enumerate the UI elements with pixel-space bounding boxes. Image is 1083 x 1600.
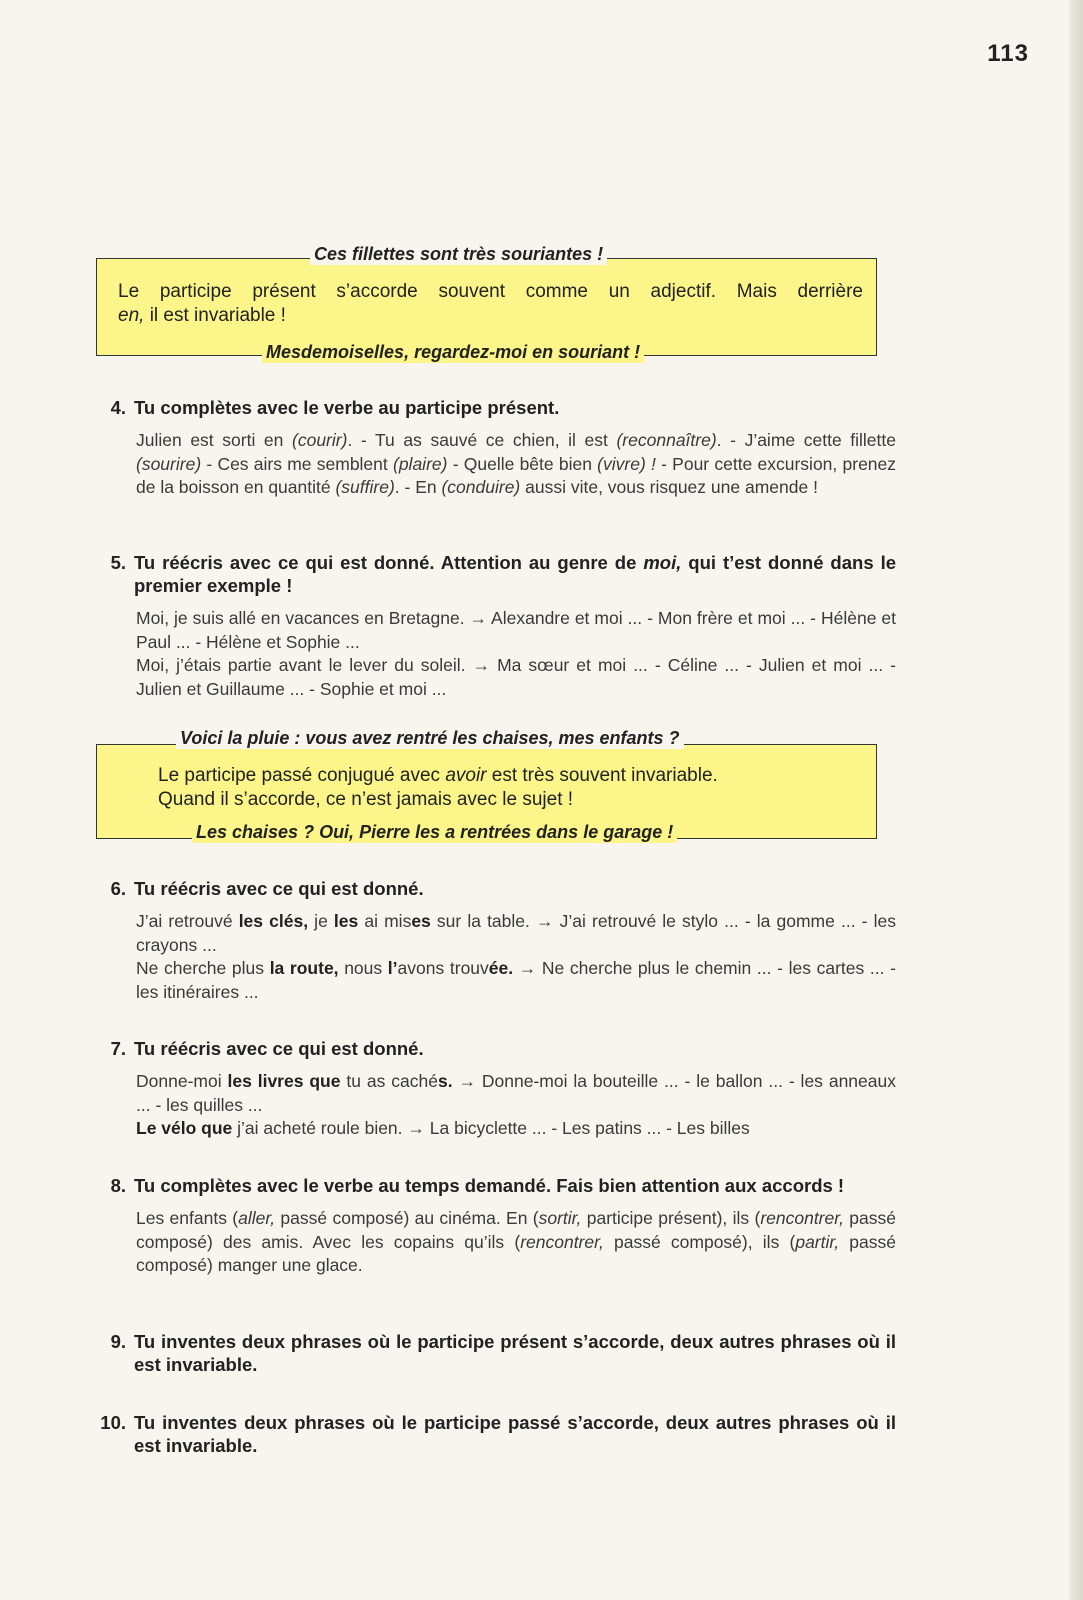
- ex4-verb: (courir): [292, 430, 348, 450]
- ex5-line-2: Moi, j’étais partie avant le lever du soleil. → Ma sœur et moi ... - Céline ... - Julien et moi ... - Julien et Guillaume ... - Sophie et moi ...: [136, 655, 896, 699]
- ex4-verb: (suffire): [335, 477, 395, 497]
- ex6-bold: les: [333, 911, 359, 931]
- ex7-bold: s.: [437, 1071, 453, 1091]
- ex7-bold: les livres que: [227, 1071, 341, 1091]
- exercise-9-header: [106, 1330, 896, 1376]
- ex6-bold: l’: [387, 958, 398, 978]
- exercise-9-number: 9.: [110, 1331, 126, 1352]
- ex4-text: . - En: [394, 477, 442, 497]
- exercise-6-body: [136, 910, 896, 1004]
- ex4-verb: (plaire): [393, 453, 448, 474]
- rule-box-2-line-1-a: Le participe passé conjugué avec: [158, 765, 446, 786]
- ex8-verb: aller,: [238, 1208, 276, 1228]
- exercise-4-body: [136, 429, 896, 500]
- exercise-7-header: [106, 1037, 896, 1060]
- ex8-verb: rencontrer,: [520, 1231, 604, 1252]
- ex6-text: J’ai retrouvé: [136, 911, 239, 931]
- ex6-text: Ne cherche plus: [136, 958, 270, 978]
- ex7-text: Donne-moi: [136, 1071, 228, 1091]
- ex8-text: passé composé), ils (: [603, 1231, 796, 1252]
- exercise-7-body: [136, 1070, 896, 1141]
- ex8-verb: sortir,: [538, 1208, 582, 1228]
- rule-box-2-line-1-b: est très souvent invariable.: [486, 765, 718, 786]
- ex6-bold: ée.: [488, 958, 514, 978]
- exercise-9-title: Tu inventes deux phrases où le participe présent s’accorde, deux autres phrases où il est invariable.: [134, 1331, 896, 1375]
- ex6-text: ai mis: [358, 911, 412, 931]
- ex4-text: . - J’aime cette fillette: [716, 430, 896, 450]
- exercise-8-title: Tu complètes avec le verbe au temps demandé. Fais bien attention aux accords !: [134, 1175, 845, 1196]
- exercise-7-number: 7.: [110, 1038, 126, 1059]
- exercise-4-title: Tu complètes avec le verbe au participe présent.: [134, 397, 560, 418]
- exercise-7-title: Tu réécris avec ce qui est donné.: [134, 1038, 424, 1059]
- exercise-4-number: 4.: [110, 397, 126, 418]
- ex7-text: j’ai acheté roule bien. → La bicyclette ... - Les patins ... - Les billes: [232, 1118, 750, 1138]
- rule-box-1-line-2: [118, 304, 863, 328]
- ex8-text: passé composé) manger une glace.: [136, 1231, 897, 1275]
- ex7-text: → Donne-moi la bouteille ... - le ballon ... - les anneaux ... - les quilles ...: [136, 1071, 896, 1115]
- exercise-8-header: [106, 1174, 896, 1197]
- ex6-text: je: [308, 911, 334, 931]
- ex8-text: participe présent), ils (: [581, 1208, 761, 1228]
- ex5-title-a: Tu réécris avec ce qui est donné. Attention au genre de: [134, 552, 644, 573]
- ex4-verb: (vivre) !: [597, 453, 656, 474]
- rule-box-1-example: Mesdemoiselles, regardez-moi en souriant !: [262, 342, 644, 363]
- page-edge: [1069, 0, 1083, 1600]
- ex5-line-1: Moi, je suis allé en vacances en Bretagne. → Alexandre et moi ... - Mon frère et moi ... - Hélène et Paul ... - Hélène et Sophie ...: [136, 608, 896, 652]
- ex6-text: avons trouv: [397, 958, 489, 978]
- exercise-10-header: [100, 1411, 896, 1457]
- exercise-8-number: 8.: [110, 1175, 126, 1196]
- ex6-text: nous: [338, 958, 388, 978]
- ex7-bold: Le vélo que: [136, 1118, 233, 1138]
- rule-box-2-italic-avoir: avoir: [445, 765, 487, 786]
- ex4-text: - Ces airs me semblent: [201, 453, 393, 474]
- rule-box-2-title: Voici la pluie : vous avez rentré les chaises, mes enfants ?: [176, 728, 684, 749]
- ex6-bold: la route,: [269, 958, 339, 978]
- exercise-10: [100, 1411, 896, 1457]
- exercise-10-number: 10.: [100, 1412, 126, 1433]
- exercise-4: [106, 396, 896, 500]
- rule-box-2-line-1: [158, 764, 858, 788]
- exercise-7: [106, 1037, 896, 1141]
- rule-box-2-example: Les chaises ? Oui, Pierre les a rentrées dans le garage !: [192, 822, 677, 843]
- ex6-bold: es: [411, 911, 431, 931]
- ex4-text: aussi vite, vous risquez une amende !: [520, 477, 818, 497]
- ex8-text: passé composé) au cinéma. En (: [275, 1208, 539, 1228]
- rule-box-1-italic-en: en,: [118, 305, 145, 326]
- ex4-text: - Quelle bête bien: [447, 453, 598, 474]
- exercise-5: [106, 551, 896, 701]
- ex6-line-2: [136, 957, 896, 1004]
- rule-box-1-text: [118, 280, 863, 328]
- ex8-verb: partir,: [795, 1231, 840, 1252]
- exercise-5-body: [136, 607, 896, 701]
- exercise-5-header: [106, 551, 896, 597]
- ex8-text: passé composé) des amis. Avec les copains qu’ils (: [136, 1208, 897, 1252]
- ex7-text: tu as caché: [340, 1071, 438, 1091]
- exercise-6: [106, 877, 896, 1004]
- ex5-title-b: qui t’est donné dans le premier exemple !: [134, 552, 896, 596]
- exercise-6-header: [106, 877, 896, 900]
- exercise-10-title: Tu inventes deux phrases où le participe passé s’accorde, deux autres phrases où il est invariable.: [134, 1412, 896, 1456]
- exercise-9: [106, 1330, 896, 1376]
- ex8-text: Les enfants (: [136, 1208, 239, 1228]
- rule-box-2-line-2: Quand il s’accorde, ce n’est jamais avec le sujet !: [158, 789, 574, 810]
- rule-box-1-line-1: Le participe présent s’accorde souvent comme un adjectif. Mais derrière: [118, 281, 863, 302]
- ex4-text: - Pour cette excursion, prenez de la boisson en quantité: [136, 453, 897, 497]
- ex6-bold: les clés,: [238, 911, 309, 931]
- ex6-text: → Ne cherche plus le chemin ... - les cartes ... - les itinéraires ...: [136, 958, 896, 1002]
- ex4-verb: (sourire): [136, 453, 202, 474]
- exercise-4-header: [106, 396, 896, 419]
- exercise-8: [106, 1174, 896, 1278]
- ex5-title-italic: moi,: [643, 552, 682, 573]
- ex7-line-1: [136, 1070, 896, 1117]
- ex4-verb: (reconnaître): [616, 430, 717, 450]
- exercise-5-title: [134, 551, 896, 597]
- ex6-line-1: [136, 910, 896, 957]
- ex6-text: sur la table. → J’ai retrouvé le stylo ... - la gomme ... - les crayons ...: [136, 911, 896, 955]
- exercise-8-body: [136, 1207, 896, 1278]
- ex4-text: . - Tu as sauvé ce chien, il est: [347, 430, 617, 450]
- ex4-verb: (conduire): [441, 477, 521, 497]
- page-number: 113: [987, 40, 1029, 67]
- exercise-6-title: Tu réécris avec ce qui est donné.: [134, 878, 424, 899]
- rule-box-1-title: Ces fillettes sont très souriantes !: [310, 244, 607, 265]
- ex7-line-2: [136, 1117, 896, 1141]
- ex4-text: Julien est sorti en: [136, 430, 293, 450]
- rule-box-2-text: [158, 764, 858, 812]
- ex8-verb: rencontrer,: [760, 1208, 844, 1228]
- exercise-5-number: 5.: [110, 552, 126, 573]
- exercise-6-number: 6.: [110, 878, 126, 899]
- rule-box-1-line-2-rest: il est invariable !: [144, 305, 286, 326]
